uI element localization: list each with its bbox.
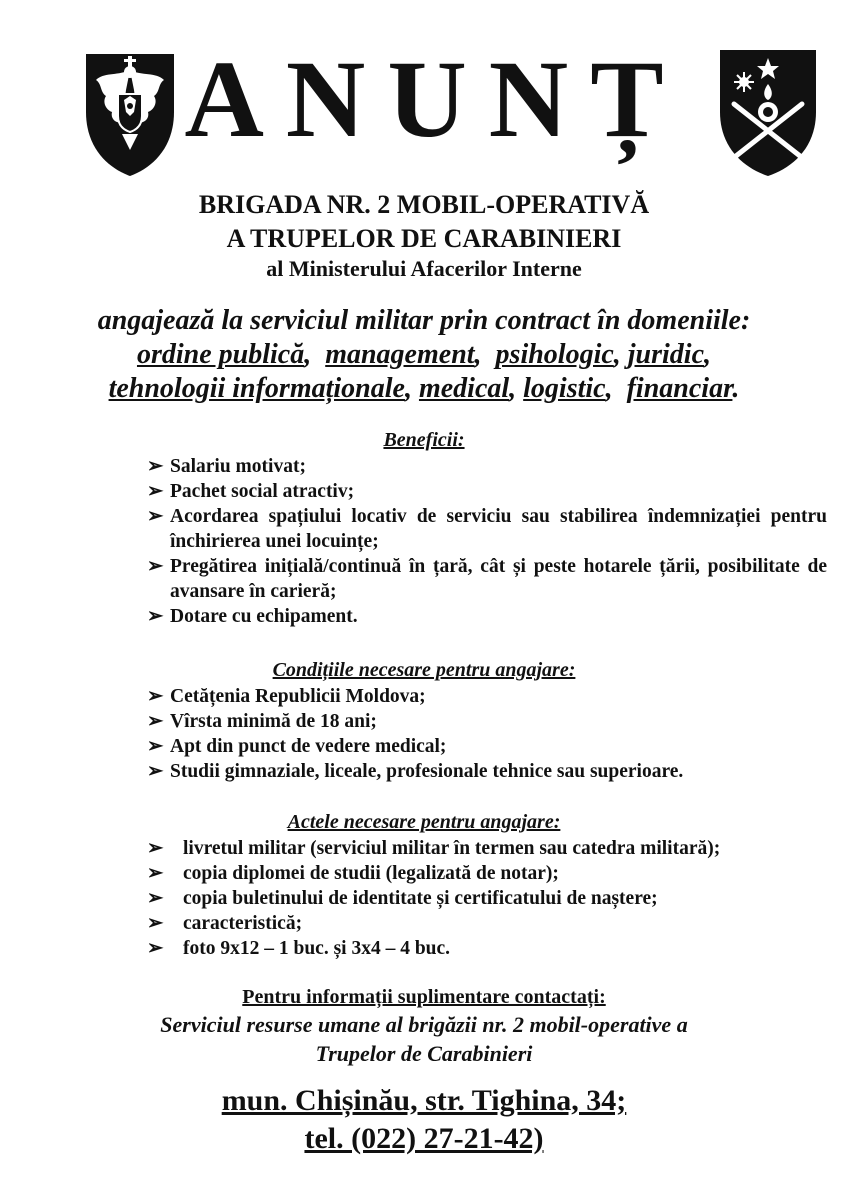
- documents-title: Actele necesare pentru angajare:: [287, 811, 561, 833]
- list-item: ➢ livretul militar (serviciul militar în termen sau catedra militară);: [147, 838, 721, 859]
- bullet-arrow-icon: ➢: [147, 506, 164, 527]
- benefits-list: [147, 454, 827, 629]
- contact-address: mun. Chișinău, str. Tighina, 34;: [221, 1084, 627, 1117]
- conditions-list: [147, 684, 827, 784]
- list-item: ➢ Dotare cu echipament.: [147, 606, 358, 627]
- list-item: ➢ Pachet social atractiv;: [147, 481, 355, 502]
- bullet-arrow-icon: ➢: [147, 888, 164, 909]
- list-item: ➢ copia diplomei de studii (legalizată de notar);: [147, 863, 559, 884]
- page-title: ANUNȚ: [184, 38, 686, 160]
- domain-item: logistic: [523, 373, 606, 404]
- domains-section: [0, 304, 848, 406]
- contact-phone: tel. (022) 27-21-42): [304, 1122, 544, 1155]
- domain-item: medical: [418, 373, 510, 404]
- list-item: ➢ Pregătirea inițială/continuă în țară, cât și peste hotarele țării, posibilitate de avansare în carieră;: [147, 556, 827, 602]
- contact-line-1: Serviciul resurse umane al brigăzii nr. 2 mobil-operative a: [160, 1012, 688, 1037]
- list-item: ➢ Studii gimnaziale, liceale, profesionale tehnice sau superioare.: [147, 761, 684, 782]
- domain-item: management: [325, 339, 475, 370]
- list-item: ➢ Salariu motivat;: [147, 456, 306, 477]
- bullet-arrow-icon: ➢: [147, 556, 164, 577]
- bullet-arrow-icon: ➢: [147, 761, 164, 782]
- org-ministry-line: al Ministerului Afacerilor Interne: [266, 256, 582, 281]
- domain-item: juridic: [627, 339, 705, 370]
- bullet-arrow-icon: ➢: [147, 913, 164, 934]
- domain-item: ordine publică: [136, 339, 305, 370]
- domains-intro: angajează la serviciul militar prin contract în domeniile:: [97, 305, 751, 336]
- list-item: ➢ Cetățenia Republicii Moldova;: [147, 686, 426, 707]
- bullet-arrow-icon: ➢: [147, 481, 164, 502]
- bullet-arrow-icon: ➢: [147, 736, 164, 757]
- bullet-arrow-icon: ➢: [147, 863, 164, 884]
- domains-line-2: tehnologii informaționale, medical, logistic, financiar.: [108, 373, 740, 404]
- list-item: ➢ copia buletinului de identitate și certificatului de naștere;: [147, 888, 658, 909]
- list-item: ➢ foto 9x12 – 1 buc. și 3x4 – 4 buc.: [147, 938, 451, 959]
- bullet-arrow-icon: ➢: [147, 711, 164, 732]
- contact-title: Pentru informații suplimentare contactați:: [242, 986, 606, 1008]
- contact-line-2: Trupelor de Carabinieri: [315, 1041, 533, 1066]
- benefits-title: Beneficii:: [383, 429, 465, 451]
- bullet-arrow-icon: ➢: [147, 606, 164, 627]
- org-name-line2: A TRUPELOR DE CARABINIERI: [226, 224, 622, 253]
- contact-body: [0, 1010, 848, 1068]
- bullet-arrow-icon: ➢: [147, 686, 164, 707]
- list-item: ➢ Acordarea spațiului locativ de serviciu sau stabilirea îndemnizației pentru închirierea unei locuințe;: [147, 506, 827, 552]
- org-name-line1: BRIGADA NR. 2 MOBIL-OPERATIVĂ: [198, 190, 650, 219]
- bullet-arrow-icon: ➢: [147, 838, 164, 859]
- conditions-title: Condițiile necesare pentru angajare:: [272, 659, 576, 681]
- list-item: ➢ Apt din punct de vedere medical;: [147, 736, 447, 757]
- domain-item: financiar: [626, 373, 733, 404]
- domain-item: tehnologii informaționale: [108, 373, 405, 404]
- domain-item: psihologic: [495, 339, 614, 370]
- list-item: ➢ caracteristică;: [147, 913, 303, 934]
- bullet-arrow-icon: ➢: [147, 456, 164, 477]
- list-item: ➢ Vîrsta minimă de 18 ani;: [147, 711, 377, 732]
- domains-line-1: ordine publică, management, psihologic, juridic,: [136, 339, 712, 370]
- documents-list: [147, 836, 827, 961]
- bullet-arrow-icon: ➢: [147, 938, 164, 959]
